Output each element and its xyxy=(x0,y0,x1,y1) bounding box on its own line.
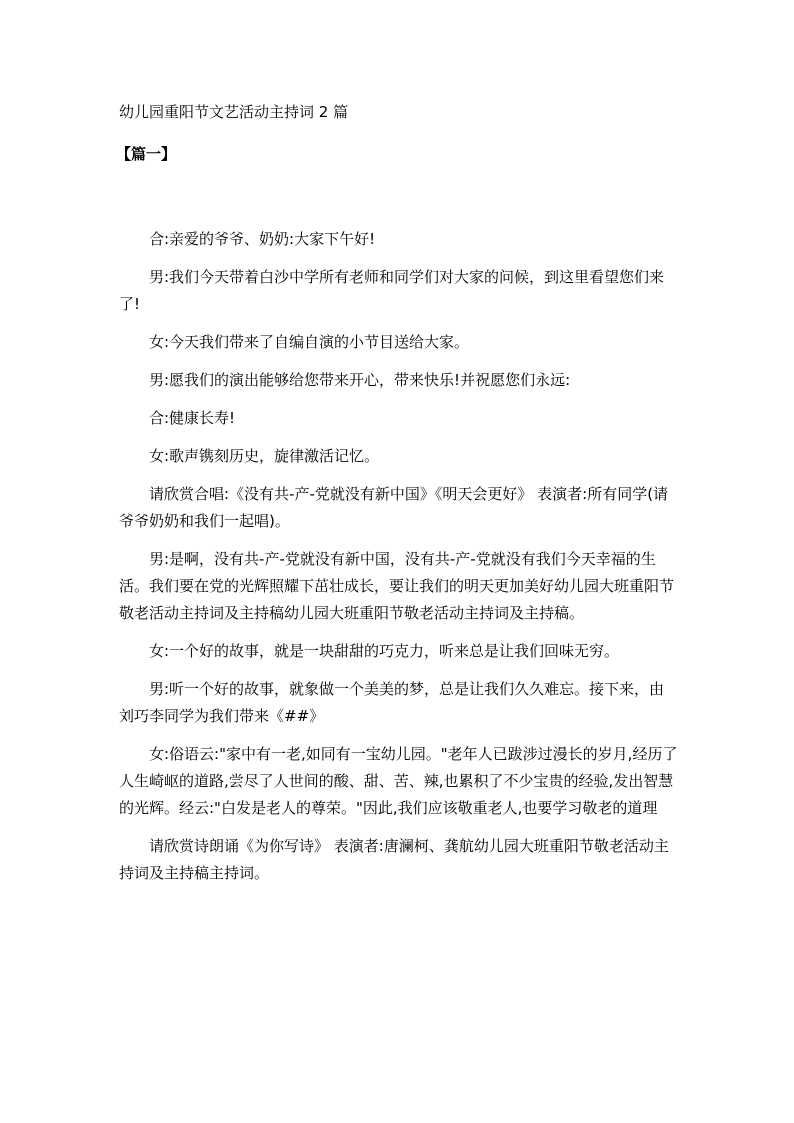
section-heading: 【篇一】 xyxy=(116,145,177,163)
paragraph: 女:俗语云:"家中有一老,如同有一宝幼儿园。"老年人已跋涉过漫长的岁月,经历了人生崎岖的道路,尝尽了人世间的酸、甜、苦、辣,也累积了不少宝贵的经验,发出智慧的光辉。经云:"白发是老人的尊荣。"因此,我们应该敬重老人,也要学习敬老的道理 xyxy=(119,745,678,817)
document-title: 幼儿园重阳节文艺活动主持词 2 篇 xyxy=(119,103,349,121)
paragraph: 男:是啊，没有共-产-党就没有新中国，没有共-产-党就没有我们今天幸福的生活。我们要在党的光辉照耀下茁壮成长，要让我们的明天更加美好幼儿园大班重阳节敬老活动主持词及主持稿幼儿园大班重阳节敬老活动主持词及主持稿。 xyxy=(119,550,675,622)
paragraph: 合:亲爱的爷爷、奶奶:大家下午好! xyxy=(149,230,376,248)
paragraph: 请欣赏合唱:《没有共-产-党就没有新中国》《明天会更好》 表演者:所有同学(请爷爷奶奶和我们一起唱)。 xyxy=(119,485,669,530)
paragraph: 男:愿我们的演出能够给您带来开心，带来快乐!并祝愿您们永远: xyxy=(149,371,571,389)
paragraph: 女:一个好的故事，就是一块甜甜的巧克力，听来总是让我们回味无穷。 xyxy=(149,642,620,660)
paragraph: 男:听一个好的故事，就象做一个美美的梦，总是让我们久久难忘。接下来，由刘巧李同学为我们带来《##》 xyxy=(119,680,665,725)
document-body xyxy=(119,226,679,898)
paragraph: 请欣赏诗朗诵《为你写诗》 表演者:唐澜柯、龚航幼儿园大班重阳节敬老活动主持词及主持稿主持词。 xyxy=(119,837,669,882)
paragraph: 女:歌声镌刻历史，旋律激活记忆。 xyxy=(149,447,380,465)
paragraph: 合:健康长寿! xyxy=(149,409,236,427)
paragraph: 男:我们今天带着白沙中学所有老师和同学们对大家的问候，到这里看望您们来了! xyxy=(119,268,665,313)
paragraph: 女:今天我们带来了自编自演的小节目送给大家。 xyxy=(149,333,470,351)
